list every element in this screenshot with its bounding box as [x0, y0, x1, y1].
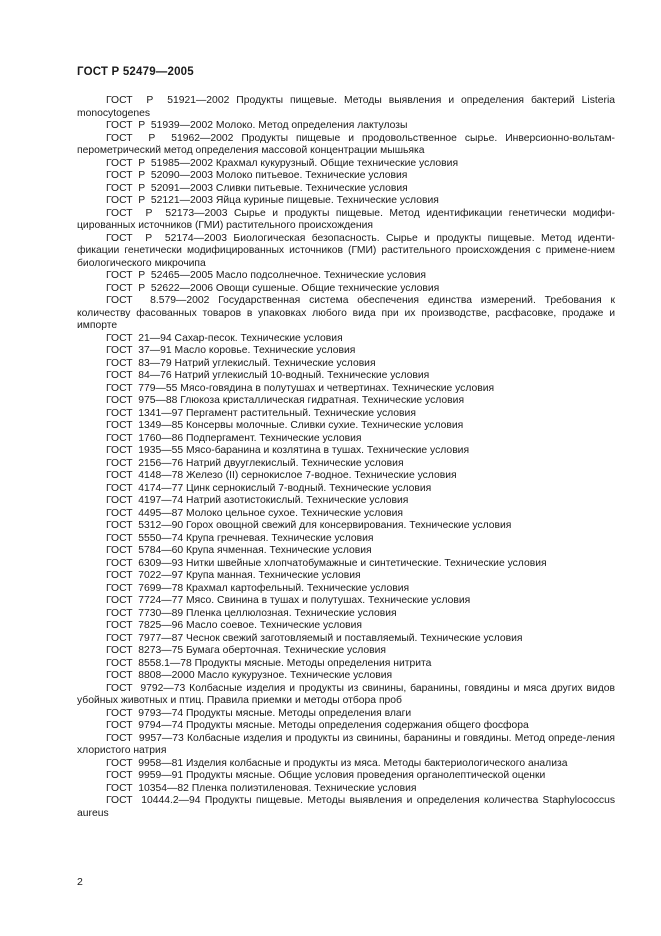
page-header: ГОСТ Р 52479—2005: [77, 66, 194, 78]
reference-code: ГОСТ 1760—86: [106, 432, 184, 444]
reference-code: ГОСТ 10444.2—94: [106, 795, 201, 806]
reference-item: [77, 408, 615, 421]
reference-title: Сахар-песок. Технические условия: [174, 332, 343, 344]
reference-title: Масло коровье. Технические условия: [174, 345, 356, 356]
reference-code: ГОСТ 7977—87: [106, 632, 184, 644]
reference-code: ГОСТ Р 52090—2003: [106, 170, 214, 181]
reference-item: [77, 470, 615, 483]
reference-item: [77, 420, 615, 433]
reference-title: Крахмал кукурузный. Общие технические условия: [215, 157, 459, 169]
reference-code: ГОСТ 7730—89: [106, 607, 184, 619]
reference-code: ГОСТ Р 52173—2003: [106, 207, 228, 219]
reference-code: ГОСТ 1341—97: [106, 407, 184, 419]
reference-code: ГОСТ Р 52091—2003: [106, 182, 214, 194]
reference-title: Горох овощной свежий для консервирования. Технические условия: [186, 520, 512, 531]
reference-item: [77, 183, 615, 196]
reference-title: Молоко питьевое. Технические условия: [215, 170, 408, 181]
reference-code: ГОСТ 9794—74: [106, 720, 184, 731]
reference-title: Государственная система обеспечения единства измерений. Требования к количеству фасованных товаров в упаковках любого вида при их производстве, расфасовке, продаже и импорте: [77, 295, 616, 331]
reference-item: [77, 120, 615, 133]
reference-item: [77, 570, 615, 583]
reference-code: ГОСТ 21—94: [106, 332, 172, 344]
reference-code: ГОСТ 9793—74: [106, 707, 184, 719]
reference-title: Масло кукурузное. Технические условия: [197, 670, 393, 681]
reference-title: Пленка целлюлозная. Технические условия: [186, 607, 397, 619]
reference-code: ГОСТ 5312—90: [106, 520, 184, 531]
reference-code: ГОСТ 975—88: [106, 395, 178, 406]
reference-list: [77, 95, 615, 820]
reference-code: ГОСТ 6309—93: [106, 557, 184, 569]
reference-title: Натрий двууглекислый. Технические условия: [186, 457, 404, 469]
reference-title: Нитки швейные хлопчатобумажные и синтетические. Технические условия: [186, 557, 547, 569]
reference-item: [77, 483, 615, 496]
reference-code: ГОСТ 7022—97: [106, 570, 184, 581]
reference-code: ГОСТ Р 52174—2003: [106, 232, 228, 244]
reference-item: [77, 95, 615, 120]
reference-item: [77, 270, 615, 283]
reference-title: Крахмал картофельный. Технические условия: [186, 582, 410, 594]
reference-title: Изделия колбасные и продукты из мяса. Методы бактериологического анализа: [186, 757, 568, 769]
reference-title: Овощи сушеные. Общие технические условия: [215, 282, 440, 294]
reference-item: [77, 458, 615, 471]
reference-item: [77, 683, 615, 708]
reference-title: Пергамент растительный. Технические условия: [186, 407, 416, 419]
reference-code: ГОСТ 8273—75: [106, 645, 184, 656]
reference-item: [77, 170, 615, 183]
reference-item: [77, 595, 615, 608]
reference-code: ГОСТ 9958—81: [106, 757, 184, 769]
reference-item: [77, 608, 615, 621]
reference-item: [77, 770, 615, 783]
reference-title: Пленка полиэтиленовая. Технические условия: [191, 782, 417, 794]
reference-title: Продукты пищевые. Методы выявления и определения количества Staphylococcus aureus: [77, 795, 616, 819]
reference-title: Масло соевое. Технические условия: [186, 620, 363, 631]
reference-code: ГОСТ 83—79: [106, 357, 172, 369]
reference-code: ГОСТ 9792—73: [106, 682, 186, 694]
reference-item: [77, 533, 615, 546]
reference-item: [77, 633, 615, 646]
reference-code: ГОСТ 5784—60: [106, 545, 184, 556]
reference-item: [77, 620, 615, 633]
reference-item: [77, 558, 615, 571]
reference-title: Продукты пищевые. Методы выявления и определения бактерий Listeria monocytogenes: [77, 95, 616, 119]
reference-title: Продукты мясные. Методы определения нитрита: [194, 657, 432, 669]
reference-code: ГОСТ 10354—82: [106, 782, 189, 794]
reference-code: ГОСТ 8.579—2002: [106, 295, 210, 306]
reference-item: [77, 233, 615, 271]
reference-item: [77, 795, 615, 820]
reference-item: [77, 358, 615, 371]
reference-title: Железо (II) сернокислое 7-водное. Технические условия: [186, 470, 457, 481]
reference-code: ГОСТ 7825—96: [106, 620, 184, 631]
reference-item: [77, 333, 615, 346]
reference-code: ГОСТ 8808—2000: [106, 670, 195, 681]
reference-title: Глюкоза кристаллическая гидратная. Технические условия: [180, 395, 465, 406]
reference-item: [77, 758, 615, 771]
reference-title: Сырье и продукты пищевые. Метод идентификации генетически модифи-цированных источников (ГМИ) растительного происхождения: [77, 207, 615, 231]
reference-code: ГОСТ Р 52465—2005: [106, 270, 214, 281]
reference-code: ГОСТ 84—76: [106, 370, 172, 381]
reference-title: Подпергамент. Технические условия: [186, 432, 362, 444]
reference-title: Молоко цельное сухое. Технические условия: [186, 507, 403, 519]
reference-item: [77, 133, 615, 158]
reference-item: [77, 733, 615, 758]
reference-code: ГОСТ 9959—91: [106, 770, 184, 781]
reference-title: Продукты мясные. Общие условия проведения органолептической оценки: [186, 770, 546, 781]
reference-title: Мясо-баранина и козлятина в тушах. Технические условия: [186, 445, 470, 456]
reference-title: Яйца куриные пищевые. Технические условия: [215, 195, 439, 206]
reference-title: Сливки питьевые. Технические условия: [215, 182, 408, 194]
reference-title: Колбасные изделия и продукты из свинины, баранины и говядины. Метод опреде-ления хлористого натрия: [77, 732, 616, 756]
reference-item: [77, 208, 615, 233]
reference-code: ГОСТ 1935—55: [106, 445, 184, 456]
reference-code: ГОСТ 4174—77: [106, 482, 184, 494]
reference-item: [77, 783, 615, 796]
reference-title: Биологическая безопасность. Сырье и продукты пищевые. Метод иденти-фикации генетически модифицированных источников (ГМИ) растительного происхождения с примене-нием биологического микрочипа: [77, 232, 615, 269]
reference-title: Крупа манная. Технические условия: [186, 570, 361, 581]
reference-code: ГОСТ 7699—78: [106, 582, 184, 594]
reference-code: ГОСТ 37—91: [106, 345, 172, 356]
reference-title: Продукты мясные. Методы определения содержания общего фосфора: [186, 720, 529, 731]
reference-title: Бумага оберточная. Технические условия: [186, 645, 387, 656]
reference-title: Молоко. Метод определения лактулозы: [215, 120, 408, 131]
reference-code: ГОСТ Р 51985—2002: [106, 157, 214, 169]
reference-item: [77, 495, 615, 508]
reference-item: [77, 708, 615, 721]
reference-title: Продукты мясные. Методы определения влаги: [186, 707, 412, 719]
reference-title: Консервы молочные. Сливки сухие. Технические условия: [186, 420, 464, 431]
reference-code: ГОСТ Р 51962—2002: [106, 132, 234, 144]
reference-title: Натрий углекислый. Технические условия: [174, 357, 376, 369]
reference-code: ГОСТ Р 52622—2006: [106, 282, 214, 294]
reference-item: [77, 345, 615, 358]
reference-item: [77, 445, 615, 458]
reference-title: Крупа гречневая. Технические условия: [186, 532, 374, 544]
reference-item: [77, 283, 615, 296]
reference-item: [77, 195, 615, 208]
reference-code: ГОСТ Р 51939—2002: [106, 120, 214, 131]
reference-code: ГОСТ 1349—85: [106, 420, 184, 431]
reference-code: ГОСТ 779—55: [106, 382, 178, 394]
reference-item: [77, 583, 615, 596]
reference-item: [77, 383, 615, 396]
reference-item: [77, 395, 615, 408]
reference-code: ГОСТ 2156—76: [106, 457, 184, 469]
reference-item: [77, 658, 615, 671]
reference-title: Натрий углекислый 10-водный. Технические условия: [174, 370, 430, 381]
reference-code: ГОСТ 9957—73: [106, 732, 184, 744]
reference-code: ГОСТ 8558.1—78: [106, 657, 192, 669]
reference-title: Мясо-говядина в полутушах и четвертинах. Технические условия: [180, 382, 495, 394]
reference-code: ГОСТ 4495—87: [106, 507, 184, 519]
reference-code: ГОСТ 7724—77: [106, 595, 184, 606]
reference-title: Цинк сернокислый 7-водный. Технические условия: [186, 482, 432, 494]
page-number: 2: [77, 876, 83, 888]
reference-code: ГОСТ 4197—74: [106, 495, 184, 506]
reference-item: [77, 370, 615, 383]
reference-item: [77, 670, 615, 683]
reference-code: ГОСТ Р 52121—2003: [106, 195, 214, 206]
reference-code: ГОСТ Р 51921—2002: [106, 95, 230, 106]
reference-item: [77, 645, 615, 658]
reference-code: ГОСТ 4148—78: [106, 470, 184, 481]
reference-item: [77, 433, 615, 446]
reference-title: Чеснок свежий заготовляемый и поставляемый. Технические условия: [186, 632, 523, 644]
reference-title: Натрий азотистокислый. Технические условия: [186, 495, 409, 506]
reference-item: [77, 720, 615, 733]
reference-code: ГОСТ 5550—74: [106, 532, 184, 544]
reference-title: Продукты пищевые и продовольственное сырье. Инверсионно-вольтам-перометрический метод определения массовой концентрации мышьяка: [77, 132, 616, 156]
reference-item: [77, 520, 615, 533]
reference-title: Масло подсолнечное. Технические условия: [215, 270, 427, 281]
reference-title: Мясо. Свинина в тушах и полутушах. Технические условия: [186, 595, 471, 606]
reference-item: [77, 158, 615, 171]
reference-title: Колбасные изделия и продукты из свинины, баранины, говядины и мяса других видов убойных животных и птиц. Правила приемки и методы отбора проб: [77, 682, 616, 706]
reference-item: [77, 508, 615, 521]
reference-item: [77, 545, 615, 558]
reference-title: Крупа ячменная. Технические условия: [186, 545, 372, 556]
reference-item: [77, 295, 615, 333]
